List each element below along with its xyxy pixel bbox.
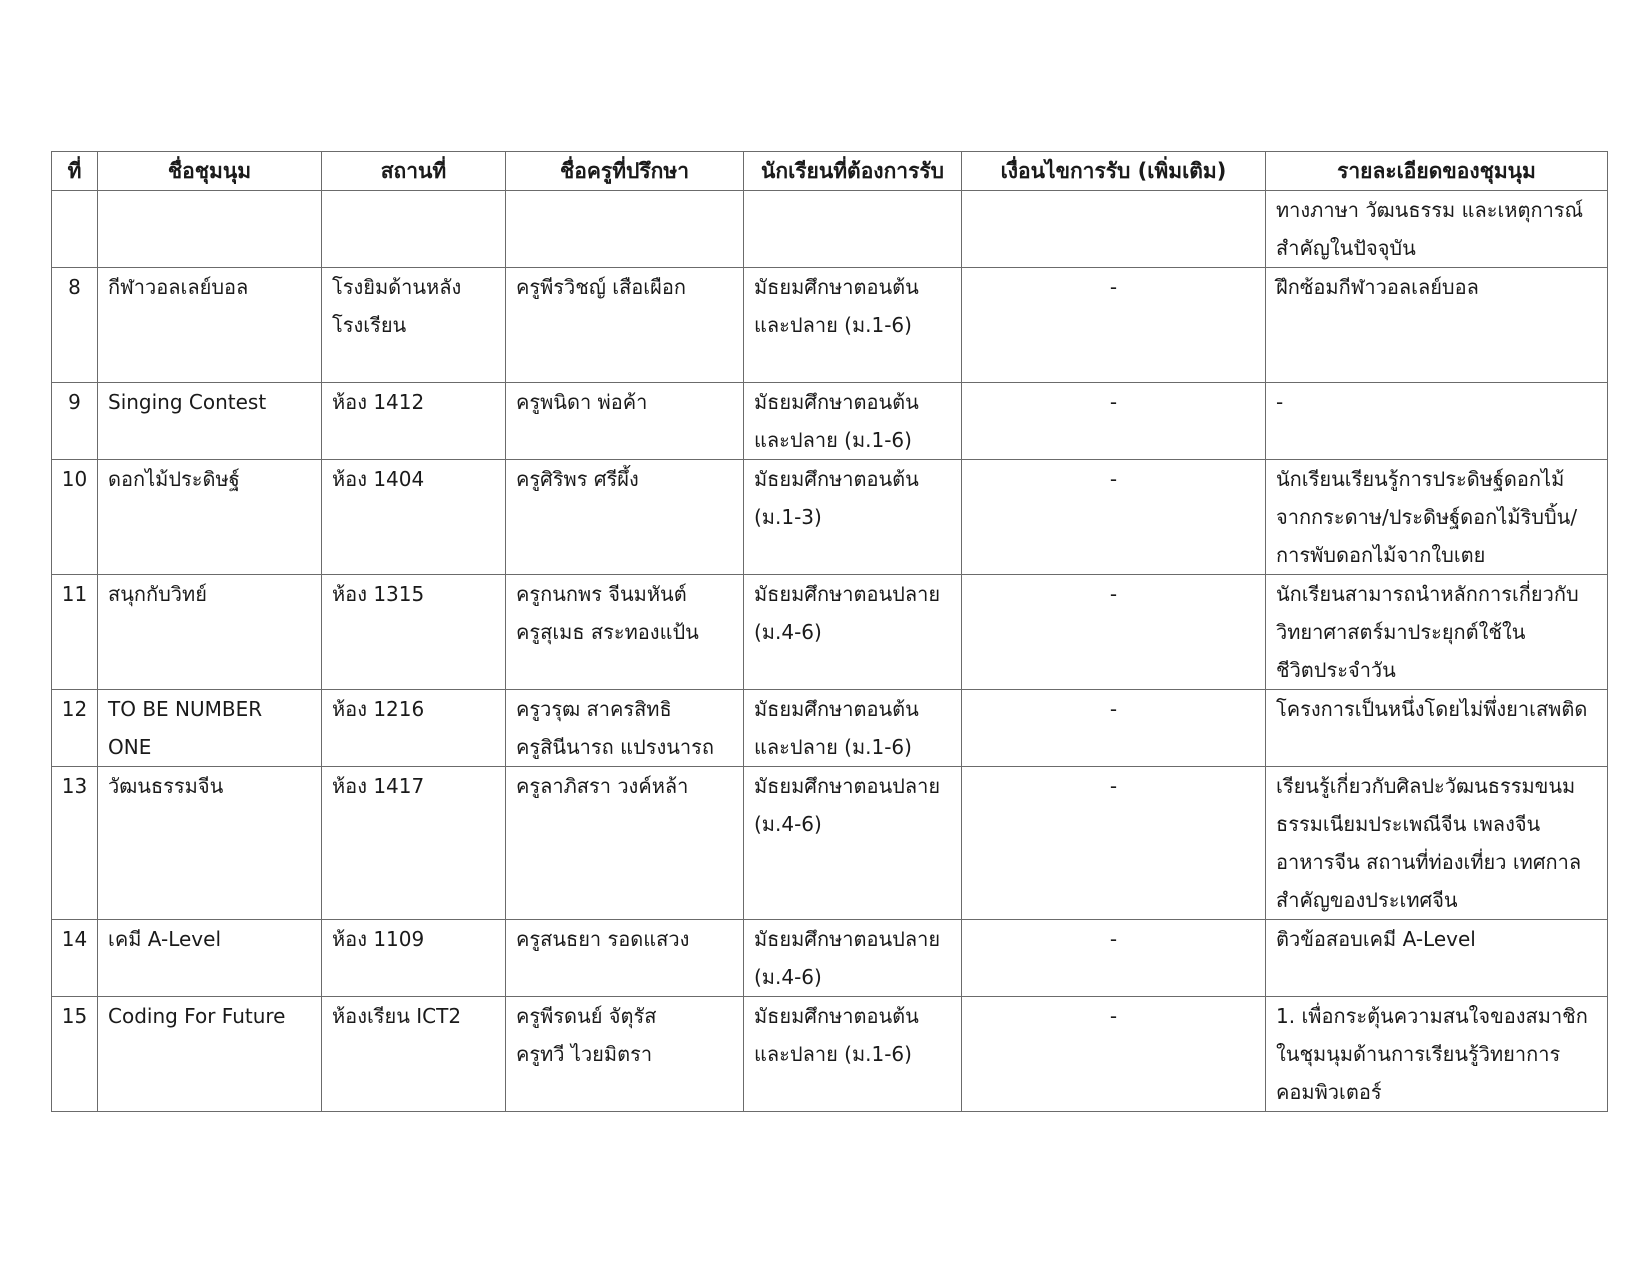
header-students: นักเรียนที่ต้องการรับ: [744, 152, 962, 191]
table-row: [52, 690, 1608, 767]
table-row: [52, 383, 1608, 460]
cell-condition: -: [962, 690, 1266, 767]
cell-no: 12: [52, 690, 98, 767]
cell-club-name: Singing Contest: [98, 383, 322, 460]
cell-place: ห้อง 1216: [322, 690, 506, 767]
cell-condition: [962, 191, 1266, 268]
table-row: [52, 997, 1608, 1112]
cell-condition: -: [962, 767, 1266, 920]
cell-no: 15: [52, 997, 98, 1112]
cell-place: ห้อง 1412: [322, 383, 506, 460]
cell-teacher: ครูลาภิสรา วงค์หล้า: [506, 767, 744, 920]
cell-students: มัธยมศึกษาตอนปลาย (ม.4-6): [744, 920, 962, 997]
table-row: [52, 920, 1608, 997]
cell-place: ห้อง 1417: [322, 767, 506, 920]
cell-no: 9: [52, 383, 98, 460]
cell-students: มัธยมศึกษาตอนต้น และปลาย (ม.1-6): [744, 690, 962, 767]
cell-detail: เรียนรู้เกี่ยวกับศิลปะวัฒนธรรมขนม ธรรมเนียมประเพณีจีน เพลงจีน อาหารจีน สถานที่ท่องเที่ยว เทศกาล สำคัญของประเทศจีน: [1266, 767, 1608, 920]
cell-no: 11: [52, 575, 98, 690]
cell-detail: ทางภาษา วัฒนธรรม และเหตุการณ์ สำคัญในปัจจุบัน: [1266, 191, 1608, 268]
cell-detail: -: [1266, 383, 1608, 460]
cell-place: ห้อง 1404: [322, 460, 506, 575]
cell-students: มัธยมศึกษาตอนปลาย (ม.4-6): [744, 767, 962, 920]
cell-students: มัธยมศึกษาตอนต้น และปลาย (ม.1-6): [744, 383, 962, 460]
cell-detail: 1. เพื่อกระตุ้นความสนใจของสมาชิก ในชุมนุมด้านการเรียนรู้วิทยาการ คอมพิวเตอร์: [1266, 997, 1608, 1112]
cell-club-name: สนุกกับวิทย์: [98, 575, 322, 690]
header-place: สถานที่: [322, 152, 506, 191]
cell-teacher: ครูกนกพร จีนมหันต์ ครูสุเมธ สระทองแป้น: [506, 575, 744, 690]
cell-club-name: กีฬาวอลเลย์บอล: [98, 268, 322, 383]
header-club-name: ชื่อชุมนุม: [98, 152, 322, 191]
header-row: [52, 152, 1608, 191]
table-row: [52, 460, 1608, 575]
cell-detail: ฝึกซ้อมกีฬาวอลเลย์บอล: [1266, 268, 1608, 383]
table-row: [52, 767, 1608, 920]
cell-students: [744, 191, 962, 268]
cell-place: [322, 191, 506, 268]
cell-detail: ติวข้อสอบเคมี A-Level: [1266, 920, 1608, 997]
header-detail: รายละเอียดของชุมนุม: [1266, 152, 1608, 191]
cell-teacher: ครูสนธยา รอดแสวง: [506, 920, 744, 997]
cell-no: 10: [52, 460, 98, 575]
cell-condition: -: [962, 460, 1266, 575]
cell-students: มัธยมศึกษาตอนต้น และปลาย (ม.1-6): [744, 997, 962, 1112]
cell-students: มัธยมศึกษาตอนต้น (ม.1-3): [744, 460, 962, 575]
cell-teacher: ครูพีรวิชญ์ เสือเผือก: [506, 268, 744, 383]
cell-club-name: วัฒนธรรมจีน: [98, 767, 322, 920]
cell-teacher: ครูวรุฒ สาครสิทธิ ครูสินีนารถ แปรงนารถ: [506, 690, 744, 767]
cell-no: 8: [52, 268, 98, 383]
cell-students: มัธยมศึกษาตอนต้น และปลาย (ม.1-6): [744, 268, 962, 383]
cell-teacher: [506, 191, 744, 268]
cell-detail: โครงการเป็นหนึ่งโดยไม่พึ่งยาเสพติด: [1266, 690, 1608, 767]
cell-no: [52, 191, 98, 268]
cell-teacher: ครูพนิดา พ่อค้า: [506, 383, 744, 460]
header-condition: เงื่อนไขการรับ (เพิ่มเติม): [962, 152, 1266, 191]
cell-teacher: ครูศิริพร ศรีผึ้ง: [506, 460, 744, 575]
club-table: [51, 151, 1608, 1112]
cell-detail: นักเรียนเรียนรู้การประดิษฐ์ดอกไม้ จากกระดาษ/ประดิษฐ์ดอกไม้ริบบิ้น/ การพับดอกไม้จากใบเตย: [1266, 460, 1608, 575]
cell-condition: -: [962, 997, 1266, 1112]
cell-club-name: ดอกไม้ประดิษฐ์: [98, 460, 322, 575]
cell-club-name: เคมี A-Level: [98, 920, 322, 997]
cell-detail: นักเรียนสามารถนำหลักการเกี่ยวกับ วิทยาศาสตร์มาประยุกต์ใช้ใน ชีวิตประจำวัน: [1266, 575, 1608, 690]
cell-condition: -: [962, 575, 1266, 690]
cell-no: 13: [52, 767, 98, 920]
cell-condition: -: [962, 268, 1266, 383]
cell-students: มัธยมศึกษาตอนปลาย (ม.4-6): [744, 575, 962, 690]
cell-place: ห้อง 1109: [322, 920, 506, 997]
cell-teacher: ครูพีรดนย์ จัตุรัส ครูทวี ไวยมิตรา: [506, 997, 744, 1112]
cell-club-name: [98, 191, 322, 268]
cell-condition: -: [962, 383, 1266, 460]
cell-no: 14: [52, 920, 98, 997]
table-row: [52, 191, 1608, 268]
header-no: ที่: [52, 152, 98, 191]
cell-club-name: Coding For Future: [98, 997, 322, 1112]
cell-club-name: TO BE NUMBER ONE: [98, 690, 322, 767]
cell-place: ห้องเรียน ICT2: [322, 997, 506, 1112]
header-teacher: ชื่อครูที่ปรึกษา: [506, 152, 744, 191]
cell-place: โรงยิมด้านหลัง โรงเรียน: [322, 268, 506, 383]
table-row: [52, 575, 1608, 690]
cell-place: ห้อง 1315: [322, 575, 506, 690]
table-row: [52, 268, 1608, 383]
cell-condition: -: [962, 920, 1266, 997]
